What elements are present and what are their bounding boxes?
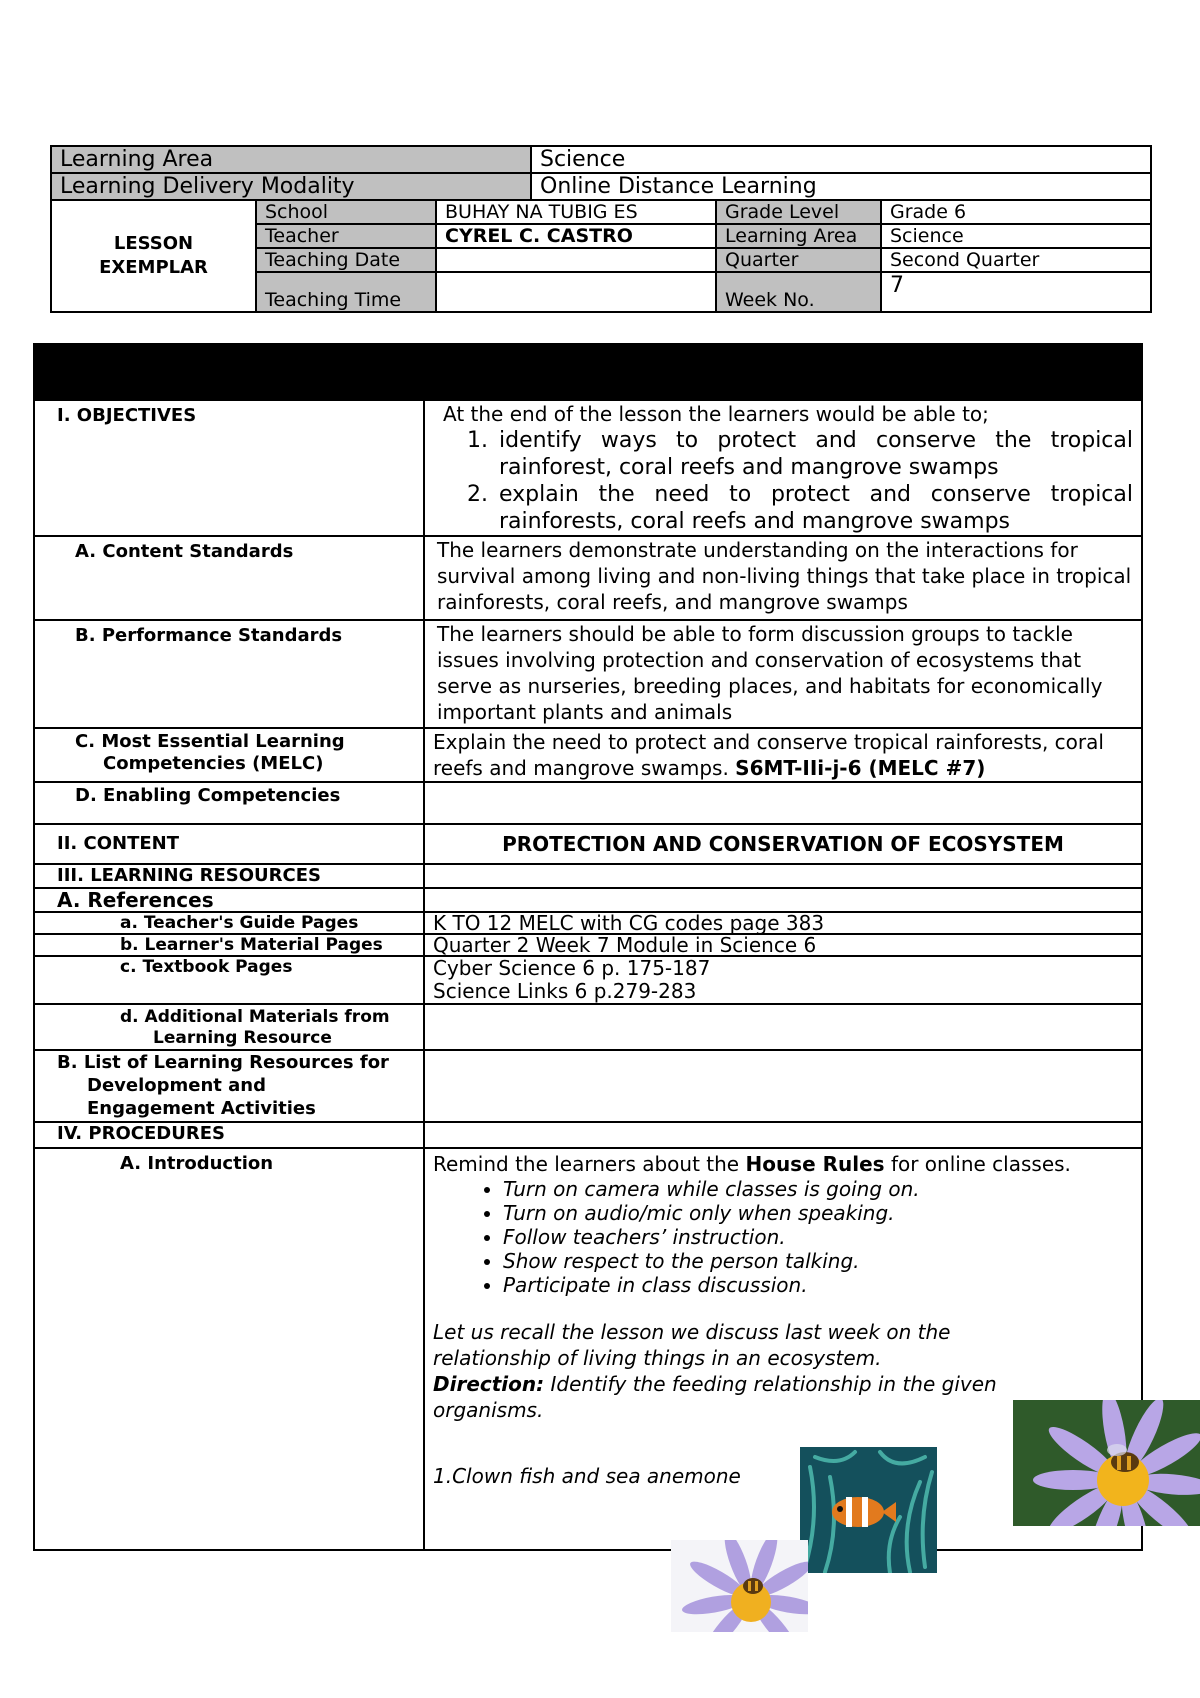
house-rule-item: • Participate in class discussion. [503,1273,1133,1297]
house-rules-intro [433,1151,1133,1177]
melc-label [34,728,424,782]
teachers-guide-value: K TO 12 MELC with CG codes page 383 [424,912,1142,934]
house-rule-item: • Show respect to the person talking. [503,1249,1133,1273]
objectives-label: I. OBJECTIVES [34,400,424,536]
list-resources-line-2: Development and [87,1075,267,1096]
objective-item: 2. explain the need to protect and conserve tropical rainforests, coral reefs and mangrove swamps [495,481,1133,535]
direction-body: Identify the feeding relationship in the given organisms. [433,1372,997,1422]
week-no-label: Week No. [716,272,881,312]
lesson-header-table [50,145,1152,313]
melc-code: S6MT-IIi-j-6 (MELC #7) [735,756,986,780]
teaching-time-label: Teaching Time [256,272,436,312]
list-resources-line-3: Engagement Activities [87,1098,316,1119]
learning-resources-value [424,864,1142,888]
teaching-date-value [436,248,716,272]
school-value: BUHAY NA TUBIG ES [436,200,716,224]
house-rule-item: • Follow teachers’ instruction. [503,1225,1133,1249]
content-label: II. CONTENT [34,824,424,864]
grade-level-value: Grade 6 [881,200,1151,224]
remind-text-end: for online classes. [884,1152,1071,1176]
melc-label-line-2: Competencies (MELC) [103,753,324,774]
additional-materials-line-1: d. Additional Materials from [120,1007,390,1027]
bee-on-flower-small-image [671,1540,808,1632]
house-rules-list [433,1177,1133,1297]
quarter-value: Second Quarter [881,248,1151,272]
objective-item: 1. identify ways to protect and conserve the tropical rainforest, coral reefs and mangrove swamps [495,427,1133,481]
procedures-value [424,1122,1142,1148]
recall-text: Let us recall the lesson we discuss last week on the relationship of living things in an ecosystem. [433,1320,951,1370]
procedures-label: IV. PROCEDURES [34,1122,424,1148]
content-standards-label: A. Content Standards [34,536,424,620]
textbook-pages-value [424,956,1142,1004]
house-rule-item: • Turn on audio/mic only when speaking. [503,1201,1133,1225]
list-resources-value [424,1050,1142,1122]
references-label: A. References [34,888,424,912]
objectives-intro: At the end of the lesson the learners would be able to; [443,402,989,426]
teacher-label: Teacher [256,224,436,248]
textbook-line-1: Cyber Science 6 p. 175-187 [433,956,711,980]
modality-label: Learning Delivery Modality [51,173,531,200]
week-no-value: 7 [881,272,1151,312]
additional-materials-label [34,1004,424,1050]
list-resources-line-1: B. List of Learning Resources for [57,1052,389,1073]
enabling-competencies-label: D. Enabling Competencies [34,782,424,824]
learning-area-2-label: Learning Area [716,224,881,248]
modality-value: Online Distance Learning [531,173,1151,200]
teaching-time-value [436,272,716,312]
textbook-line-2: Science Links 6 p.279-283 [433,979,697,1003]
bee-on-flower-image [1013,1400,1200,1526]
learning-area-2-value: Science [881,224,1151,248]
learning-area-label: Learning Area [51,146,531,173]
melc-text: Explain the need to protect and conserve tropical rainforests, coral reefs and mangrove swamps. [433,730,1104,780]
lesson-plan-table [33,343,1143,1551]
additional-materials-line-2: Learning Resource [153,1028,332,1048]
direction-label: Direction: [433,1372,545,1396]
objectives-list [433,427,1133,535]
additional-materials-value [424,1004,1142,1050]
house-rule-item: • Turn on camera while classes is going on. [503,1177,1133,1201]
performance-standards-label: B. Performance Standards [34,620,424,728]
black-title-band [34,344,1142,400]
content-standards-text: The learners demonstrate understanding on the interactions for survival among living and non-living things that take place in tropical rainforests, coral reefs, and mangrove swamps [424,536,1142,620]
performance-standards-text: The learners should be able to form discussion groups to tackle issues involving protection and conservation of ecosystems that serve as nurseries, breeding places, and habitats for economically important plants and animals [424,620,1142,728]
enabling-competencies-value [424,782,1142,824]
teaching-date-label: Teaching Date [256,248,436,272]
references-value [424,888,1142,912]
teachers-guide-label: a. Teacher's Guide Pages [34,912,424,934]
grade-level-label: Grade Level [716,200,881,224]
item-1-text: 1.Clown fish and sea anemone [433,1464,741,1488]
school-label: School [256,200,436,224]
lesson-exemplar-title: LESSON EXEMPLAR [51,200,256,312]
melc-text-cell [424,728,1142,782]
learning-resources-label: III. LEARNING RESOURCES [34,864,424,888]
introduction-label: A. Introduction [34,1148,424,1550]
clown-fish-image [800,1447,937,1573]
textbook-pages-label: c. Textbook Pages [34,956,424,1004]
learners-material-label: b. Learner's Material Pages [34,934,424,956]
content-value: PROTECTION AND CONSERVATION OF ECOSYSTEM [424,824,1142,864]
list-resources-label [34,1050,424,1122]
remind-text: Remind the learners about the [433,1152,746,1176]
learning-area-value: Science [531,146,1151,173]
melc-label-line-1: C. Most Essential Learning [75,731,345,752]
teacher-value: CYREL C. CASTRO [436,224,716,248]
house-rules-bold: House Rules [745,1152,885,1176]
learners-material-value: Quarter 2 Week 7 Module in Science 6 [424,934,1142,956]
quarter-label: Quarter [716,248,881,272]
